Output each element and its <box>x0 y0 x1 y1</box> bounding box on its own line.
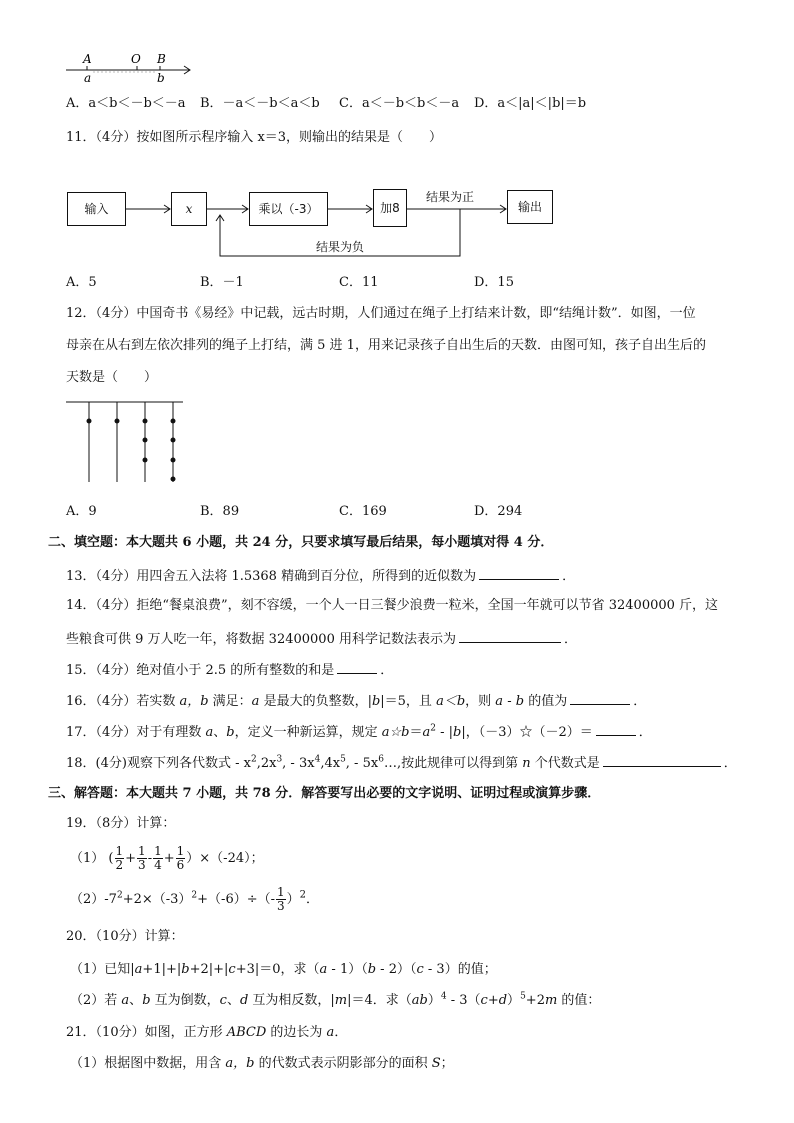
q21-stem: 21．（10分）如图，正方形 ABCD 的边长为 a． <box>66 1025 348 1040</box>
label-b: b <box>157 71 165 85</box>
q14-line1: 14．（4分）拒绝“餐桌浪费”，刻不容缓，一个人一日三餐少浪费一粒米，全国一年就可以节省 32400000 斤，这 <box>66 598 719 613</box>
q11-stem: 11．（4分）按如图所示程序输入 x＝3，则输出的结果是（ ） <box>66 130 443 145</box>
section-2-heading: 二、填空题：本大题共 6 小题，共 24 分，只要求填写最后结果，每小题填对得 4 分． <box>48 535 554 550</box>
q18: 18．(4分)观察下列各代数式 - $x^2,2x^3$, - $3x^4,4x^5$, - $5x^6\dots$,按此规律可以得到第 n 个代数式是 ． <box>66 754 737 771</box>
q18-answer-blank[interactable] <box>603 753 721 767</box>
flow-positive-label: 结果为正 <box>426 190 475 204</box>
q13 <box>66 566 575 586</box>
q10-option-a: A．a＜b＜－b＜－a <box>66 96 186 111</box>
q11-option-c: C．11 <box>339 275 379 290</box>
q19-stem: 19．（8分）计算： <box>66 816 176 831</box>
q10-option-c: C．a＜－b＜b＜－a <box>339 96 460 111</box>
q12-line2: 母亲在从右到左依次排列的绳子上打结，满 5 进 1，用来记录孩子自出生后的天数．由图可知，孩子自出生后的 <box>66 338 706 353</box>
flow-output-box: 输出 <box>507 190 553 224</box>
q12-option-c: C．169 <box>339 504 387 519</box>
section-3-heading: 三、解答题：本大题共 7 小题，共 78 分．解答要写出必要的文字说明、证明过程或演算步骤． <box>48 786 601 801</box>
label-a: a <box>84 71 92 85</box>
q13-text: 13．（4分）用四舍五入法将 1.5368 精确到百分位，所得到的近似数为 <box>66 569 477 584</box>
q15 <box>66 660 393 680</box>
flow-input-box: 输入 <box>67 192 126 226</box>
q13-answer-blank[interactable] <box>479 566 559 580</box>
flow-add-box: 加8 <box>373 189 407 227</box>
flow-x-box: x <box>171 192 207 226</box>
q14-text: 些粮食可供 9 万人吃一年，将数据 32400000 用科学记数法表示为 <box>66 632 456 647</box>
q16: 16．（4分）若实数 a，b 满足：a 是最大的负整数，|b|＝5，且 a＜b，则 a - b 的值为 ． <box>66 691 646 711</box>
q10-option-b: B．－a＜－b＜a＜b <box>200 96 320 111</box>
q11-option-b: B．－1 <box>200 275 244 290</box>
q14-answer-blank[interactable] <box>459 629 561 643</box>
q15-answer-blank[interactable] <box>337 660 377 674</box>
q12-option-a: A．9 <box>66 504 97 519</box>
flow-negative-label: 结果为负 <box>316 240 365 254</box>
q12-option-d: D．294 <box>474 504 523 519</box>
q17-answer-blank[interactable] <box>596 722 636 736</box>
q21-part1: （1）根据图中数据，用含 a，b 的代数式表示阴影部分的面积 S； <box>70 1056 454 1071</box>
q14-line2 <box>66 629 577 649</box>
q12-line1: 12．（4分）中国奇书《易经》中记载，远古时期，人们通过在绳子上打结来计数，即“结绳计数”．如图，一位 <box>66 306 696 321</box>
q15-end: ． <box>380 663 394 678</box>
q19-part1: （1） ( $\frac{1}{2}$ + $\frac{1}{3}$ - $\frac{1}{4}$ + $\frac{1}{6}$ ）×（-24）； <box>70 844 264 872</box>
label-A: A <box>83 52 92 66</box>
label-B: B <box>157 52 166 66</box>
q19-part2: $(2)-7^2+2\times(-3)^2+(-6)\div(-$ $\frac{1}{3}$ ）$^2$． <box>70 885 320 913</box>
q12-option-b: B．89 <box>200 504 240 519</box>
flow-multiply-box: 乘以（-3） <box>249 192 328 226</box>
label-O: O <box>131 52 141 66</box>
q11-option-d: D．15 <box>474 275 514 290</box>
q12-line3: 天数是（ ） <box>66 370 158 385</box>
q13-end: ． <box>562 569 576 584</box>
q20-part2: （2）若 a、b 互为倒数，c、d 互为相反数，|m|＝4．求$(ab)^4 - 3(c+d)^5+2m$ 的值： <box>70 991 601 1008</box>
q15-text: 15．（4分）绝对值小于 2.5 的所有整数的和是 <box>66 663 335 678</box>
q17: 17．（4分）对于有理数 a、b，定义一种新运算，规定 $a☆b=a^2 - |b|$，（－3）☆（－2）＝ ． <box>66 723 652 740</box>
q10-option-d: D．a＜|a|＜|b|＝b <box>474 96 587 111</box>
q16-answer-blank[interactable] <box>570 691 630 705</box>
q14-end: ． <box>563 632 577 647</box>
q11-option-a: A．5 <box>66 275 97 290</box>
knot-rope-figure <box>0 0 794 500</box>
q20-part1: （1）已知|a+1|+|b+2|+|c+3|＝0，求（a - 1）（b - 2）（c - 3）的值； <box>70 962 497 977</box>
q20-stem: 20．（10分）计算： <box>66 929 184 944</box>
